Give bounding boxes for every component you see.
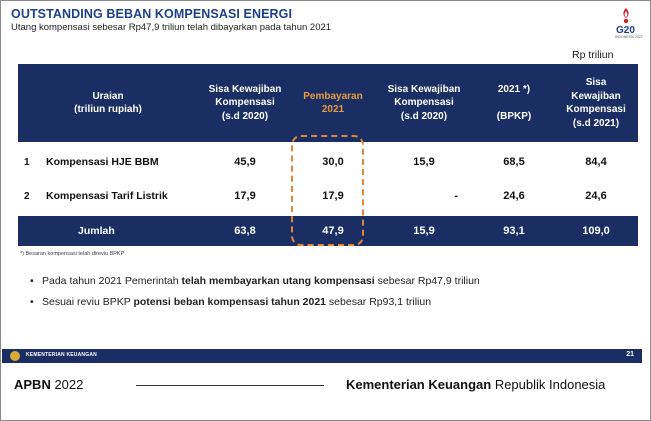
slide-bottom-bar: [2, 349, 642, 363]
cell-sisa-2020: 17,9: [234, 190, 256, 202]
bullet-emphasis: telah membayarkan utang kompensasi: [181, 275, 375, 287]
cell-pembayaran-2021: 17,9: [322, 190, 344, 202]
cell-sisa-2021: 84,4: [585, 156, 607, 168]
footer-ministry-bold: Kementerian Keuangan: [346, 377, 492, 392]
row-number: 2: [24, 190, 30, 202]
payment-highlight-box: [291, 135, 364, 246]
footer-apbn-year: 2022: [50, 377, 84, 392]
bullet-item: [30, 295, 630, 310]
cell-pembayaran-2021: 30,0: [322, 156, 344, 168]
footer-ministry-regular: Republik Indonesia: [491, 377, 606, 392]
bullet-text: sebesar Rp93,1 triliun: [326, 296, 432, 309]
footer-divider: [136, 385, 324, 386]
footer-apbn: [14, 377, 83, 392]
table-footnote: *) Besaran kompensasi telah direviu BPKP: [20, 251, 125, 257]
g20-logo-text: G20: [616, 25, 635, 36]
header-2021-bpkp: 2021 *) (BPKP): [496, 83, 532, 122]
cell-sisa-2021: 24,6: [585, 190, 607, 202]
slide-title: OUTSTANDING BEBAN KOMPENSASI ENERGI: [11, 7, 293, 21]
unit-label: Rp triliun: [572, 49, 614, 61]
page-number: 21: [626, 351, 634, 358]
row-label: Kompensasi Tarif Listrik: [46, 190, 168, 202]
total-2021-bpkp: 93,1: [503, 225, 525, 237]
bullet-text: sebesar Rp47,9 triliun: [374, 275, 480, 287]
total-pembayaran-2021: 47,9: [322, 225, 344, 237]
row-label: Kompensasi HJE BBM: [46, 156, 159, 168]
header-sisa-2020: Sisa Kewajiban Kompensasi (s.d 2020): [208, 83, 282, 122]
bottom-bar-label: KEMENTERIAN KEUANGAN: [26, 352, 97, 358]
cell-sisa-2020: 45,9: [234, 156, 256, 168]
row-number: 1: [24, 156, 30, 168]
total-sisa-2020: 63,8: [234, 225, 256, 237]
g20-logo-tagline: INDONESIA 2022: [615, 35, 643, 39]
header-pembayaran-2021: Pembayaran 2021: [303, 90, 363, 115]
cell-sisa-2020-after: -: [454, 190, 458, 202]
header-uraian: Uraian (triliun rupiah): [74, 90, 142, 115]
cell-2021-bpkp: 24,6: [503, 190, 525, 202]
table-header: [18, 64, 638, 142]
footer-ministry: [346, 377, 605, 392]
bullet-text: Pada tahun 2021 Pemerintah: [42, 275, 182, 287]
footer-apbn-bold: APBN: [14, 377, 51, 392]
kemenkeu-emblem-icon: [10, 351, 20, 361]
bullet-list: [30, 274, 630, 316]
bullet-text: Sesuai reviu BPKP: [42, 296, 134, 309]
cell-2021-bpkp: 68,5: [503, 156, 525, 168]
bullet-emphasis: potensi beban kompensasi tahun 2021: [133, 296, 327, 309]
cell-sisa-2020-after: 15,9: [413, 156, 435, 168]
g20-logo: [612, 6, 643, 40]
total-sisa-2021: 109,0: [582, 225, 610, 237]
header-sisa-2021: Sisa Kewajiban Kompensasi (s.d 2021): [566, 77, 626, 129]
slide-subtitle: Utang kompensasi sebesar Rp47,9 triliun telah dibayarkan pada tahun 2021: [11, 22, 332, 33]
header-sisa-2020-after: Sisa Kewajiban Kompensasi (s.d 2020): [387, 83, 461, 122]
total-sisa-2020-after: 15,9: [413, 225, 435, 237]
total-label: Jumlah: [78, 225, 115, 237]
bullet-item: [30, 274, 630, 289]
